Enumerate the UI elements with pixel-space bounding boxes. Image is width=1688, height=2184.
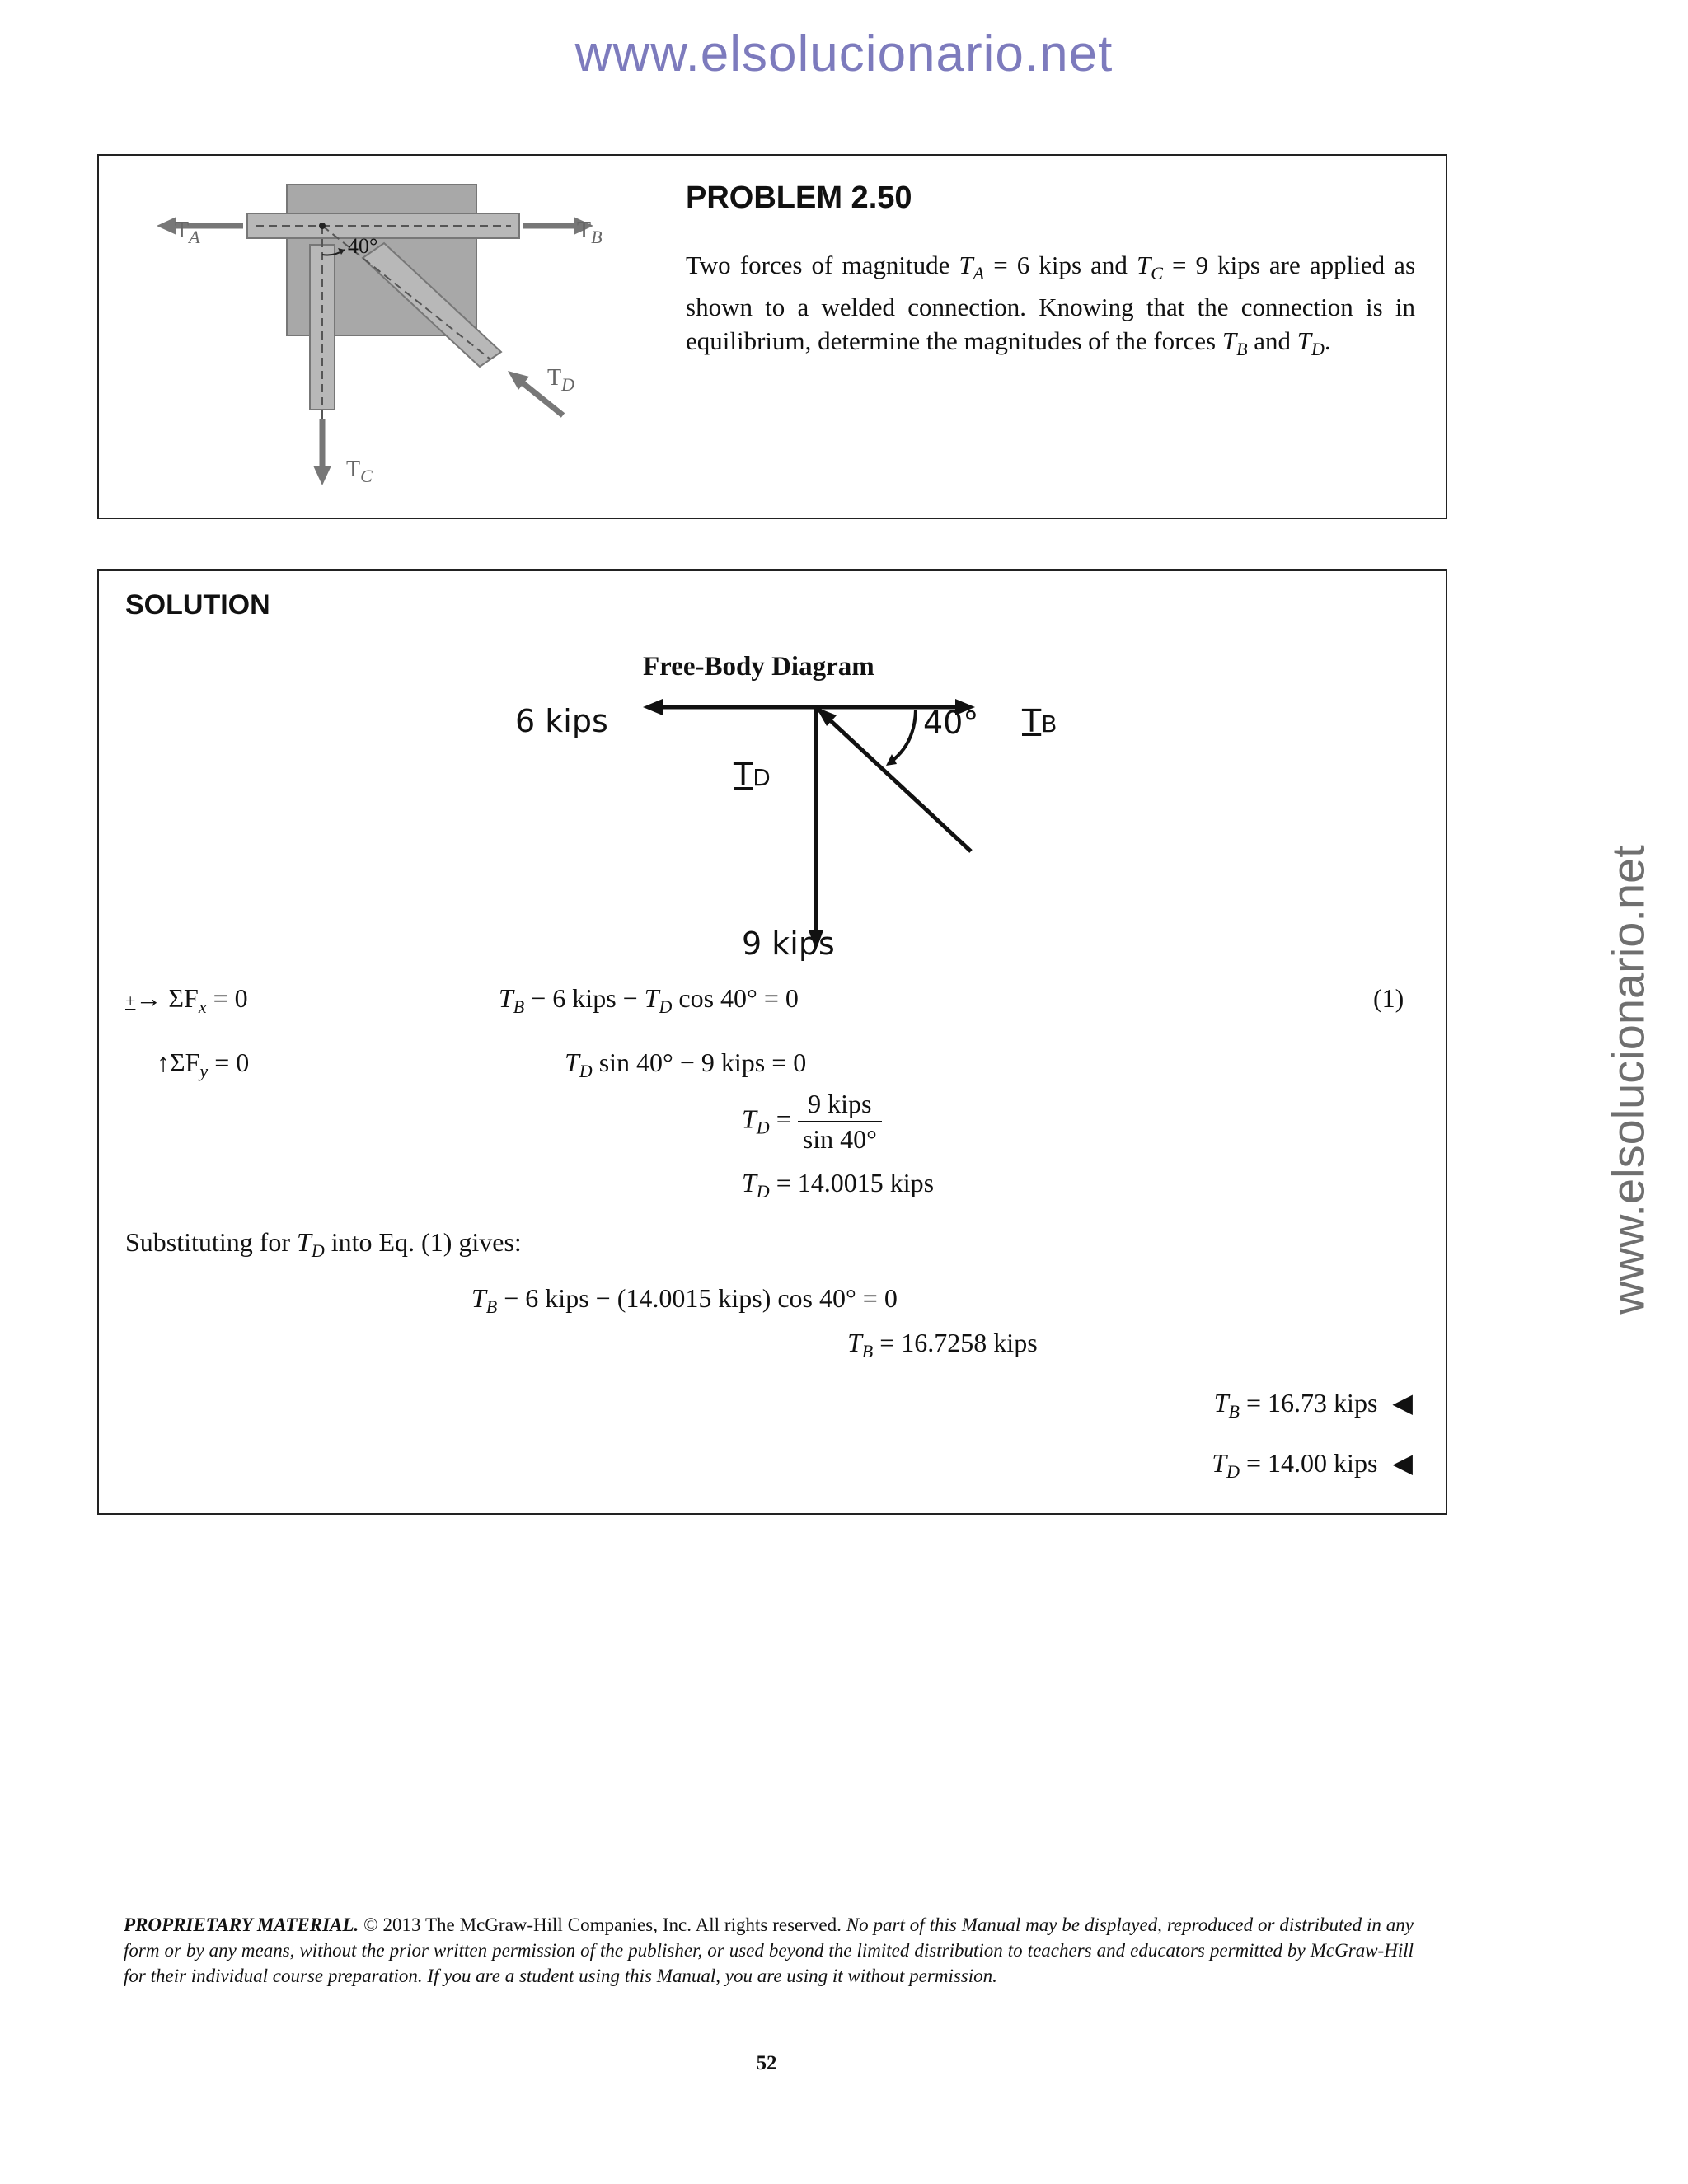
equation-1-number: (1) <box>1373 983 1404 1013</box>
answer-marker-icon: ◀ <box>1392 1448 1413 1478</box>
figure-angle-label: 40° <box>348 234 378 258</box>
solution-title: SOLUTION <box>125 589 270 621</box>
fbd-label-6-kips: 6 kips <box>515 703 608 739</box>
sum-fy-label: $↑\Sigma F_y = 0$ <box>157 1047 250 1081</box>
fbd-label-9-kips: 9 kips <box>742 926 835 962</box>
substitution-text: Substituting for $T_D$ into Eq. (1) gives: <box>125 1227 522 1261</box>
figure-label-td: $T_D$ <box>547 365 574 395</box>
figure-label-tb: $T_B$ <box>577 218 603 247</box>
answer-td: $T_D = 14.00$ kips ◀ <box>1212 1448 1413 1482</box>
equation-4: $T_D = 14.0015$ kips <box>742 1168 935 1202</box>
sum-fx-label: +→ $\Sigma F_x = 0$ <box>125 983 248 1017</box>
problem-box <box>97 154 1447 519</box>
watermark-top[interactable]: www.elsolucionario.net <box>574 26 1114 82</box>
solution-box <box>97 569 1447 1515</box>
fbd-label-tb: TB <box>1022 703 1057 739</box>
equation-2: $T_D$ sin 40° − 9 kips = 0 <box>565 1047 807 1081</box>
problem-statement: Two forces of magnitude $T_A = 6$ kips and $T_C = 9$ kips are applied as shown to a welded connection. Knowing that the connection is in equilibrium, determine the magnitudes of the forces $T_B$ and $T_D$. <box>686 251 1416 359</box>
fbd-label-angle: 40° <box>923 705 979 741</box>
answer-tb: $T_B = 16.73$ kips ◀ <box>1213 1388 1413 1422</box>
equation-5: $T_B - 6$ kips − (14.0015 kips) cos 40° = 0 <box>471 1283 898 1317</box>
equation-6: $T_B = 16.7258$ kips <box>847 1328 1038 1361</box>
copyright-footer: PROPRIETARY MATERIAL. © 2013 The McGraw-Hill Companies, Inc. All rights reserved. No part of this Manual may be displayed, reproduced or distributed in any form or by any means, without the prior written permission of the publisher, or used beyond the limited distribution to teachers and educators permitted by McGraw-Hill for their individual course preparation. If you are a student using this Manual, you are using it without permission. <box>124 1915 1414 1986</box>
problem-title: PROBLEM 2.50 <box>686 180 912 215</box>
page-number: 52 <box>756 2052 777 2074</box>
equation-1: $T_B - 6$ kips − $T_D$ cos 40° = 0 <box>499 983 799 1017</box>
equation-3: $T_D$ = $\frac{\text{9 kips}}{\sin 40^\circ}$ <box>742 1089 882 1155</box>
answer-marker-icon: ◀ <box>1392 1388 1413 1418</box>
figure-label-ta: $T_A$ <box>175 218 200 247</box>
fbd-label-td: TD <box>734 757 771 793</box>
figure-label-tc: $T_C$ <box>346 457 373 486</box>
watermark-side-text[interactable]: www.elsolucionario.net <box>1601 845 1654 1315</box>
fbd-title: Free-Body Diagram <box>643 652 874 682</box>
